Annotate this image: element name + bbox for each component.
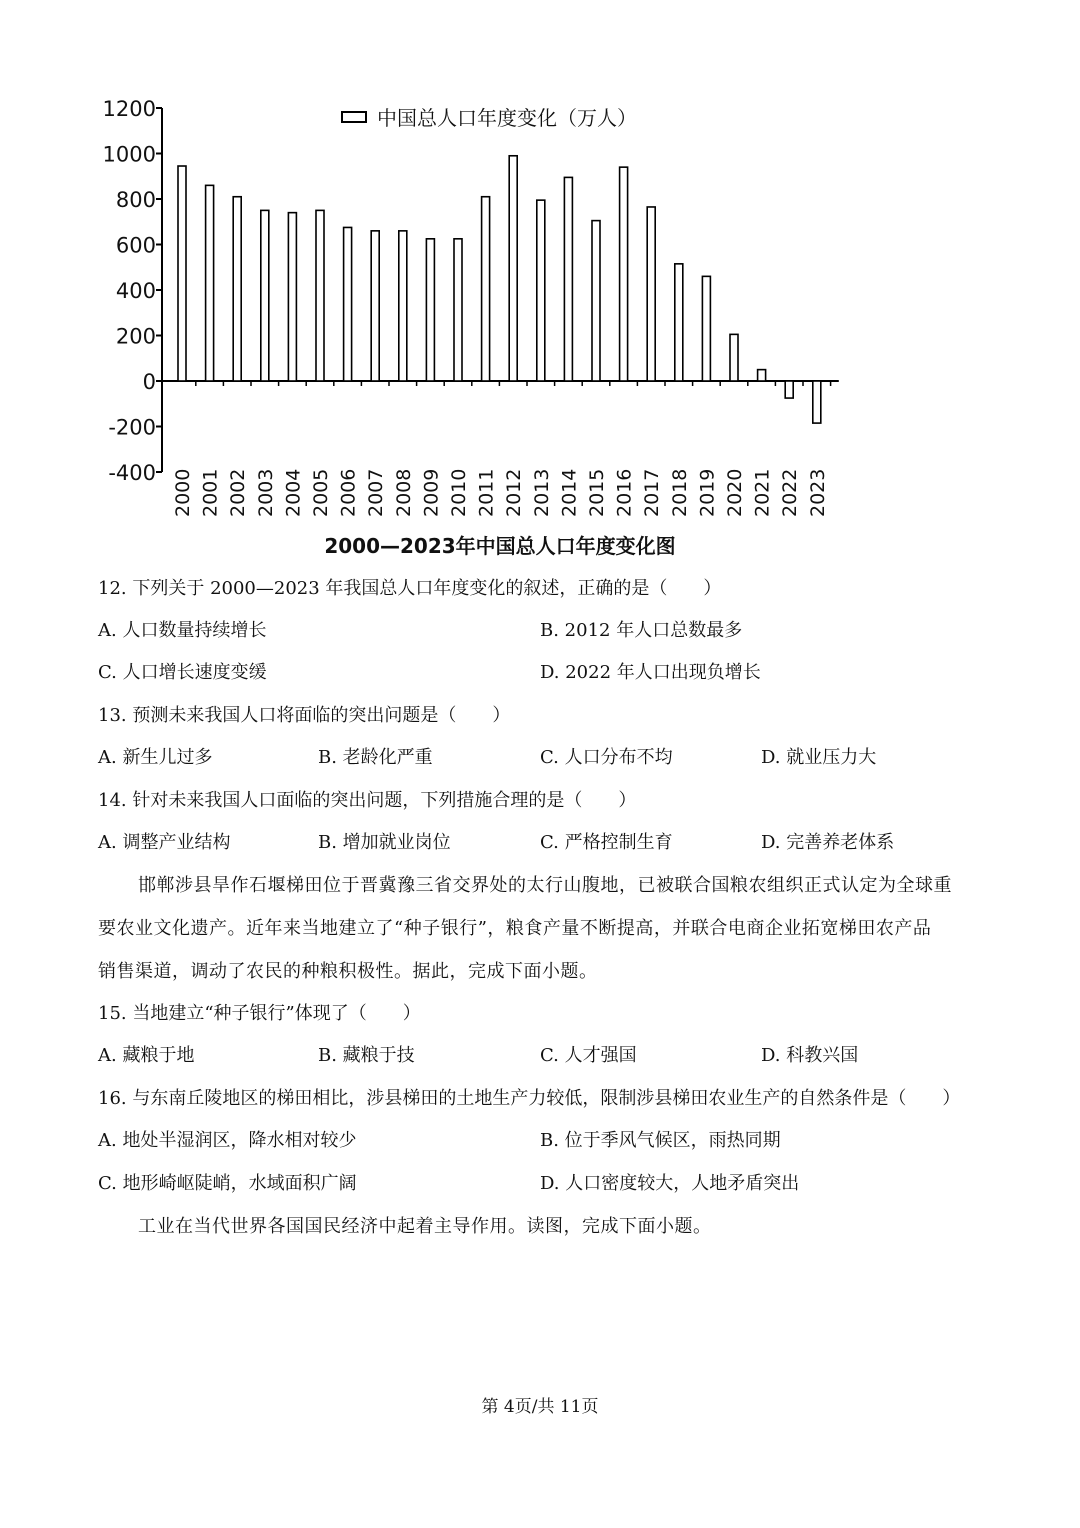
y-tick-label: -400	[108, 461, 156, 485]
x-tick-label: 2021	[751, 468, 774, 517]
y-tick-label: 400	[115, 279, 156, 303]
bar-2015	[592, 221, 600, 381]
bar-2005	[316, 210, 324, 381]
y-tick-label: 0	[142, 370, 156, 394]
x-tick-label: 2000	[172, 468, 194, 517]
x-tick-label: 2004	[282, 468, 305, 517]
y-tick-label: 1200	[102, 97, 156, 121]
passage-1-line-2: 要农业文化遗产。近年来当地建立了“种子银行”，粮食产量不断提高，并联合电商企业拓宽梯田农产品	[98, 918, 932, 939]
bar-2021	[758, 370, 766, 381]
x-tick-label: 2017	[641, 468, 664, 517]
question-12-option-b: B. 2012 年人口总数最多	[540, 620, 743, 641]
x-tick-label: 2008	[392, 468, 415, 517]
passage-1-line-1: 邯郸涉县旱作石堰梯田位于晋冀豫三省交界处的太行山腹地，已被联合国粮农组织正式认定为全球重	[138, 875, 952, 896]
question-15-stem: 15. 当地建立“种子银行”体现了（ ）	[98, 1003, 421, 1024]
x-tick-label: 2020	[724, 468, 746, 517]
x-tick-label: 2015	[586, 468, 608, 517]
x-tick-label: 2006	[337, 468, 360, 517]
question-16-stem: 16. 与东南丘陵地区的梯田相比，涉县梯田的土地生产力较低，限制涉县梯田农业生产的自然条件是（ ）	[98, 1088, 961, 1109]
x-tick-label: 2013	[530, 468, 553, 517]
question-16-option-b: B. 位于季风气候区，雨热同期	[540, 1130, 781, 1151]
x-tick-label: 2011	[475, 468, 498, 517]
question-13-option-b: B. 老龄化严重	[318, 747, 433, 768]
x-tick-label: 2009	[420, 468, 443, 517]
bar-2014	[564, 177, 572, 381]
question-15-option-c: C. 人才强国	[540, 1045, 637, 1066]
x-tick-label: 2022	[779, 468, 802, 517]
bar-2001	[206, 185, 214, 381]
passage-2-line-1: 工业在当代世界各国国民经济中起着主导作用。读图，完成下面小题。	[138, 1216, 712, 1237]
question-12-option-d: D. 2022 年人口出现负增长	[540, 662, 761, 683]
x-tick-labels	[172, 469, 829, 517]
x-tick-label: 2014	[558, 468, 581, 517]
x-tick-label: 2003	[254, 468, 277, 517]
question-13-option-c: C. 人口分布不均	[540, 747, 673, 768]
bar-2019	[702, 276, 710, 381]
bar-2006	[344, 227, 352, 381]
question-16-option-d: D. 人口密度较大，人地矛盾突出	[540, 1173, 800, 1194]
question-14-option-c: C. 严格控制生育	[540, 832, 673, 853]
x-tick-label: 2005	[310, 468, 332, 517]
question-14-option-d: D. 完善养老体系	[761, 832, 895, 853]
chart-title: 2000—2023年中国总人口年度变化图	[324, 534, 676, 558]
y-tick-label: -200	[108, 415, 156, 440]
bar-2022	[785, 381, 793, 398]
question-12-option-a: A. 人口数量持续增长	[98, 620, 267, 641]
bar-2023	[813, 381, 821, 423]
question-12-stem: 12. 下列关于 2000—2023 年我国总人口年度变化的叙述，正确的是（ ）	[98, 578, 722, 599]
question-14-option-b: B. 增加就业岗位	[318, 832, 451, 853]
x-tick-label: 2010	[448, 468, 470, 517]
bar-2008	[399, 231, 407, 381]
bar-2011	[482, 197, 490, 381]
chart-legend	[342, 106, 637, 130]
bar-2013	[537, 200, 545, 381]
question-13-option-a: A. 新生儿过多	[98, 747, 213, 768]
question-12-option-c: C. 人口增长速度变缓	[98, 662, 267, 683]
bar-2020	[730, 334, 738, 381]
x-tick-label: 2001	[199, 468, 222, 517]
bar-2003	[261, 210, 269, 381]
question-15-option-d: D. 科教兴国	[761, 1045, 859, 1066]
bar-2010	[454, 239, 462, 381]
bar-2007	[371, 231, 379, 381]
legend-label: 中国总人口年度变化（万人）	[377, 106, 637, 130]
x-tick-label: 2016	[613, 468, 636, 517]
chart-axes	[156, 108, 839, 472]
y-tick-label: 200	[115, 324, 156, 349]
question-13-stem: 13. 预测未来我国人口将面临的突出问题是（ ）	[98, 705, 511, 726]
x-tick-label: 2002	[227, 468, 250, 517]
question-14-stem: 14. 针对未来我国人口面临的突出问题，下列措施合理的是（ ）	[98, 790, 637, 811]
bar-2017	[647, 207, 655, 381]
bar-2018	[675, 264, 683, 381]
population-change-chart	[0, 0, 1080, 530]
question-16-option-c: C. 地形崎岖陡峭，水域面积广阔	[98, 1173, 357, 1194]
y-tick-label: 600	[115, 233, 156, 258]
legend-swatch	[342, 112, 366, 122]
x-tick-label: 2023	[806, 468, 829, 517]
y-tick-label: 800	[115, 188, 156, 212]
bar-2012	[509, 156, 517, 381]
page-footer: 第 4页/共 11页	[481, 1397, 599, 1417]
bar-2016	[620, 167, 628, 381]
y-tick-labels	[103, 97, 156, 485]
x-tick-label: 2007	[365, 468, 388, 517]
bar-2000	[178, 166, 186, 381]
passage-1-line-3: 销售渠道，调动了农民的种粮积极性。据此，完成下面小题。	[98, 961, 598, 982]
question-13-option-d: D. 就业压力大	[761, 747, 877, 768]
bar-2004	[288, 213, 296, 381]
question-16-option-a: A. 地处半湿润区，降水相对较少	[98, 1130, 357, 1151]
y-tick-label: 1000	[102, 142, 156, 167]
question-15-option-b: B. 藏粮于技	[318, 1045, 415, 1066]
x-tick-label: 2012	[503, 468, 526, 517]
x-tick-label: 2018	[668, 468, 691, 517]
question-15-option-a: A. 藏粮于地	[98, 1045, 195, 1066]
bar-2002	[233, 197, 241, 381]
bar-2009	[426, 239, 434, 381]
question-14-option-a: A. 调整产业结构	[98, 832, 231, 853]
x-tick-label: 2019	[696, 468, 719, 517]
